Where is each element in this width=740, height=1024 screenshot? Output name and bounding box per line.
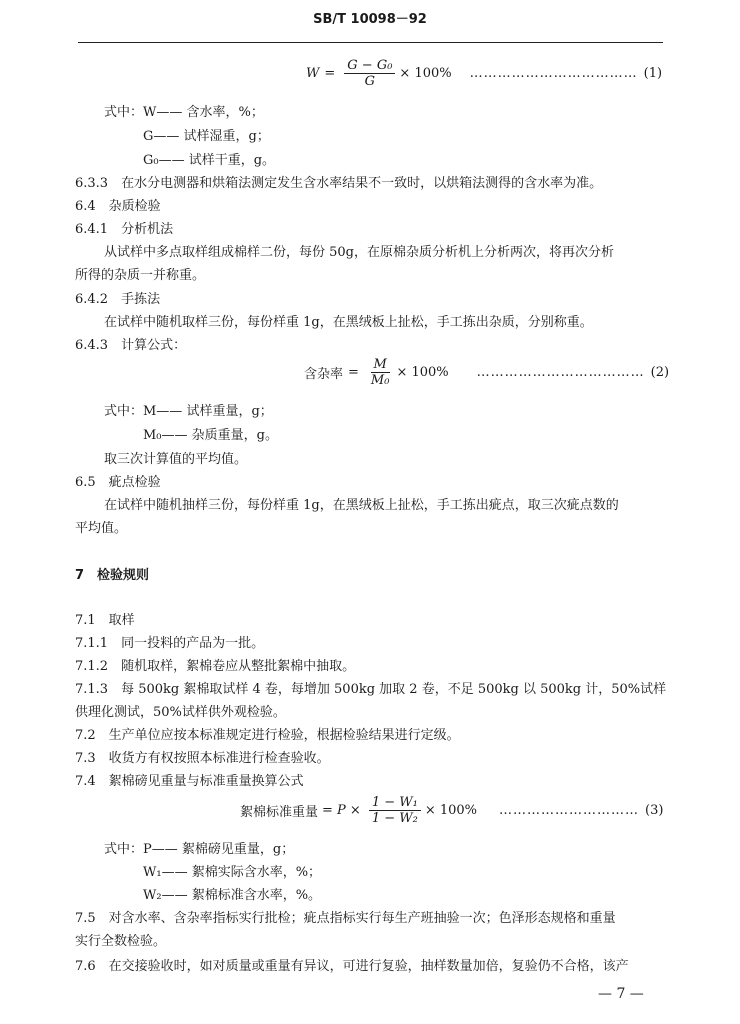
clause-6-4-1-para-1: 从试样中多点取样组成棉样二份，每份 50g，在原棉杂质分析机上分析两次，将再次分析 [104, 245, 614, 260]
where1-line-1: 式中：W—— 含水率，%； [104, 105, 264, 120]
formula-3-denominator: 1 − W₂ [371, 811, 418, 826]
header-rule [78, 42, 663, 43]
page-number: — 7 — [598, 986, 644, 1002]
clause-7-2: 7.2 生产单位应按本标准规定进行检验，根据检验结果进行定级。 [75, 728, 460, 743]
clause-7-6: 7.6 在交接验收时，如对质量或重量有异议，可进行复验，抽样数量加倍，复验仍不合格，该产 [75, 959, 629, 974]
where3-line-1: 式中：P—— 絮棉磅见重量，g； [104, 842, 295, 857]
formula-1-denominator: G [364, 74, 376, 89]
clause-7-1-3-line-2: 供理化测试，50%试样供外观检验。 [75, 705, 286, 720]
clause-7-1: 7.1 取样 [75, 613, 135, 628]
formula-3-number: (3) [645, 803, 664, 818]
chapter-7-title: 7 检验规则 [75, 568, 150, 583]
clause-7-3: 7.3 收货方有权按照本标准进行检查验收。 [75, 751, 330, 766]
where2-line-1: 式中：M—— 试样重量，g； [104, 404, 273, 419]
formula-3-fraction [369, 795, 421, 826]
formula-2 [304, 357, 669, 388]
clause-6-4: 6.4 杂质检验 [75, 199, 161, 214]
formula-2-denominator: M₀ [370, 373, 390, 388]
formula-3-tail: × 100% [424, 803, 478, 818]
where2-line-2: M₀—— 杂质重量，g。 [143, 428, 278, 443]
clause-7-1-2: 7.1.2 随机取样，絮棉卷应从整批絮棉中抽取。 [75, 659, 356, 674]
formula-1-fraction [344, 58, 395, 89]
clause-6-3-3: 6.3.3 在水分电测器和烘箱法测定发生含水率结果不一致时，以烘箱法测得的含水率为准。 [75, 176, 603, 191]
where1-line-3: G₀—— 试样干重，g。 [143, 153, 276, 168]
where1-line-2: G—— 试样湿重，g； [143, 129, 270, 144]
formula-2-numerator: M [371, 357, 390, 373]
clause-6-4-1: 6.4.1 分析机法 [75, 222, 174, 237]
formula-2-eq: = [348, 365, 359, 380]
formula-2-tail: × 100% [396, 365, 449, 380]
clause-6-4-1-para-2: 所得的杂质一并称重。 [75, 268, 206, 283]
clause-6-5: 6.5 疵点检验 [75, 475, 161, 490]
where3-line-3: W₂—— 絮棉标准含水率，%。 [143, 888, 322, 903]
formula-1 [306, 58, 662, 89]
formula-2-lhs: 含杂率 [304, 367, 344, 382]
clause-7-5-line-2: 实行全数检验。 [75, 934, 167, 949]
clause-7-4: 7.4 絮棉磅见重量与标准重量换算公式 [75, 774, 304, 789]
clause-7-5-line-1: 7.5 对含水率、含杂率指标实行批检；疵点指标实行每生产班抽验一次；色泽形态规格和重量 [75, 911, 616, 926]
clause-7-1-3-line-1: 7.1.3 每 500kg 絮棉取试样 4 卷，每增加 500kg 加取 2 卷，不足 500kg 以 500kg 计，50%试样 [75, 682, 667, 697]
clause-6-5-para-2: 平均值。 [75, 521, 128, 536]
formula-3-lhs: 絮棉标准重量 [240, 805, 319, 820]
formula-3 [240, 795, 663, 826]
clause-6-4-2-para: 在试样中随机取样三份，每份样重 1g，在黑绒板上扯松，手工拣出杂质，分别称重。 [104, 315, 593, 330]
where3-line-2: W₁—— 絮棉实际含水率，%； [143, 865, 322, 880]
formula-3-eq: = P × [322, 803, 361, 818]
formula-1-eq: = [324, 66, 336, 81]
formula-3-numerator: 1 − W₁ [369, 795, 421, 811]
formula-2-fraction [368, 357, 393, 388]
clause-6-4-2: 6.4.2 手拣法 [75, 292, 161, 307]
formula-3-leader: ………………………… [499, 803, 640, 818]
clause-6-5-para-1: 在试样中随机抽样三份，每份样重 1g，在黑绒板上扯松，手工拣出疵点，取三次疵点数的 [104, 498, 619, 513]
formula-1-lhs: W [306, 66, 320, 81]
formula-1-number: (1) [643, 66, 663, 81]
formula-2-number: (2) [650, 365, 670, 380]
formula-1-numerator: G − G₀ [344, 58, 395, 74]
average-note: 取三次计算值的平均值。 [104, 452, 248, 467]
standard-code-header: SB/T 10098－92 [313, 12, 427, 27]
clause-7-1-1: 7.1.1 同一投料的产品为一批。 [75, 636, 265, 651]
formula-2-leader: ……………………………… [476, 365, 645, 380]
formula-1-leader: ……………………………… [469, 66, 638, 81]
formula-1-tail: × 100% [399, 66, 452, 81]
clause-6-4-3: 6.4.3 计算公式： [75, 338, 187, 353]
